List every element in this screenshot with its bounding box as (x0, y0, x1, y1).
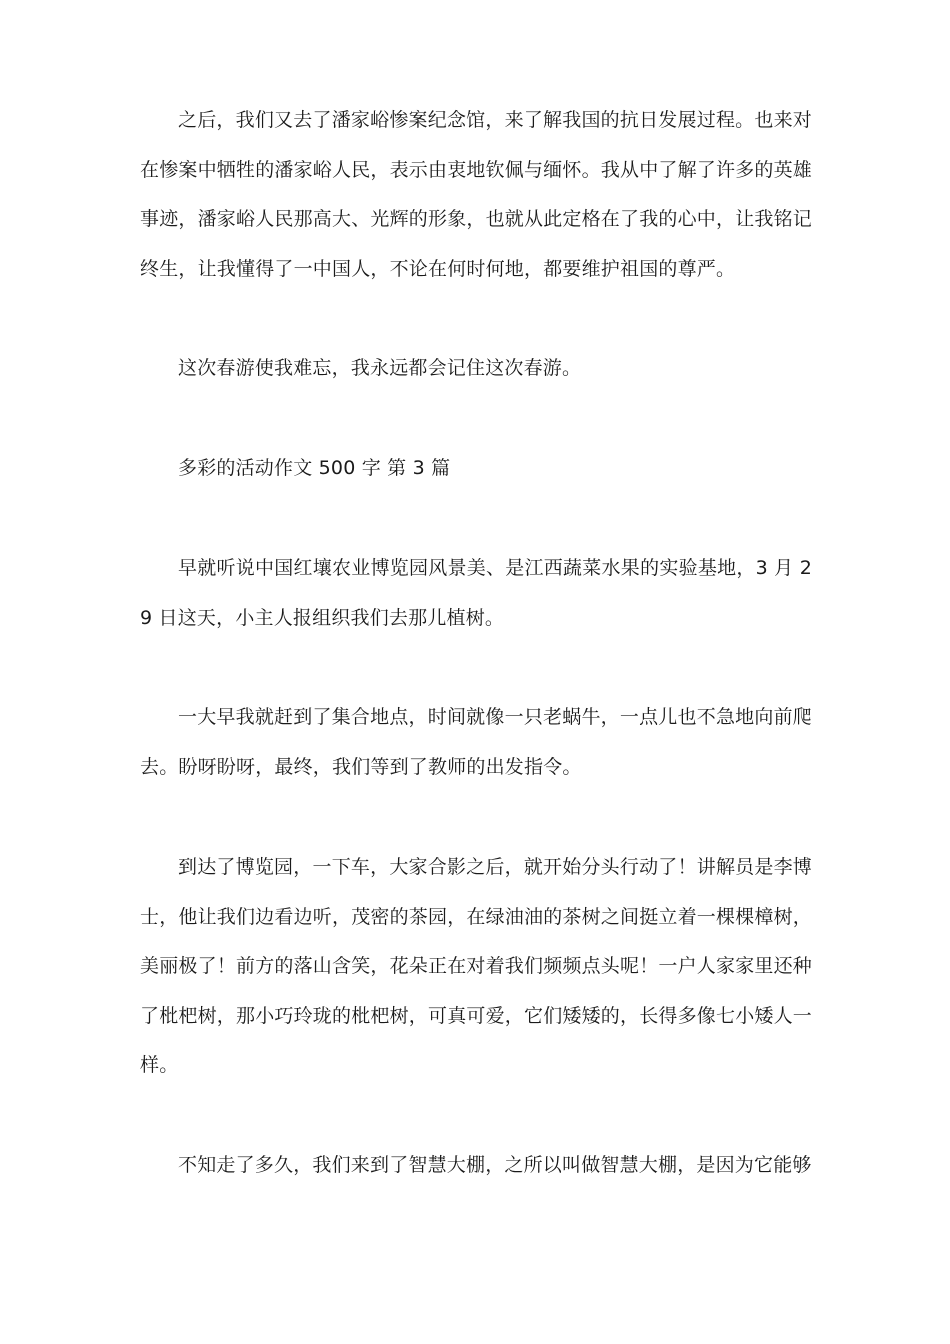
paragraph-expo-intro: 早就听说中国红壤农业博览园风景美、是江西蔬菜水果的实验基地，3 月 29 日这天，小主人报组织我们去那儿植树。 (140, 557, 812, 629)
paragraph-smart-greenhouse: 不知走了多久，我们来到了智慧大棚，之所以叫做智慧大棚，是因为它能够 (178, 1154, 812, 1176)
paragraph-expo-tour: 到达了博览园，一下车，大家合影之后，就开始分头行动了！讲解员是李博士，他让我们边看边听，茂密的茶园，在绿油油的茶树之间挺立着一棵棵樟树，美丽极了！前方的落山含笑，花朵正在对着我们频频点头呢！一户人家家里还种了枇杷树，那小巧玲珑的枇杷树，可真可爱，它们矮矮的，长得多像七小矮人一样。 (140, 856, 813, 1076)
paragraph-meeting-point: 一大早我就赶到了集合地点，时间就像一只老蜗牛，一点儿也不急地向前爬去。盼呀盼呀，最终，我们等到了教师的出发指令。 (140, 706, 812, 778)
paragraph-memorial-visit: 之后，我们又去了潘家峪惨案纪念馆，来了解我国的抗日发展过程。也来对在惨案中牺牲的潘家峪人民，表示由衷地钦佩与缅怀。我从中了解了许多的英雄事迹，潘家峪人民那高大、光辉的形象，也就从此定格在了我的心中，让我铭记终生，让我懂得了一中国人，不论在何时何地，都要维护祖国的尊严。 (140, 109, 813, 280)
paragraph-spring-outing-memory: 这次春游使我难忘，我永远都会记住这次春游。 (178, 357, 582, 379)
section-heading: 多彩的活动作文 500 字 第 3 篇 (178, 457, 451, 479)
